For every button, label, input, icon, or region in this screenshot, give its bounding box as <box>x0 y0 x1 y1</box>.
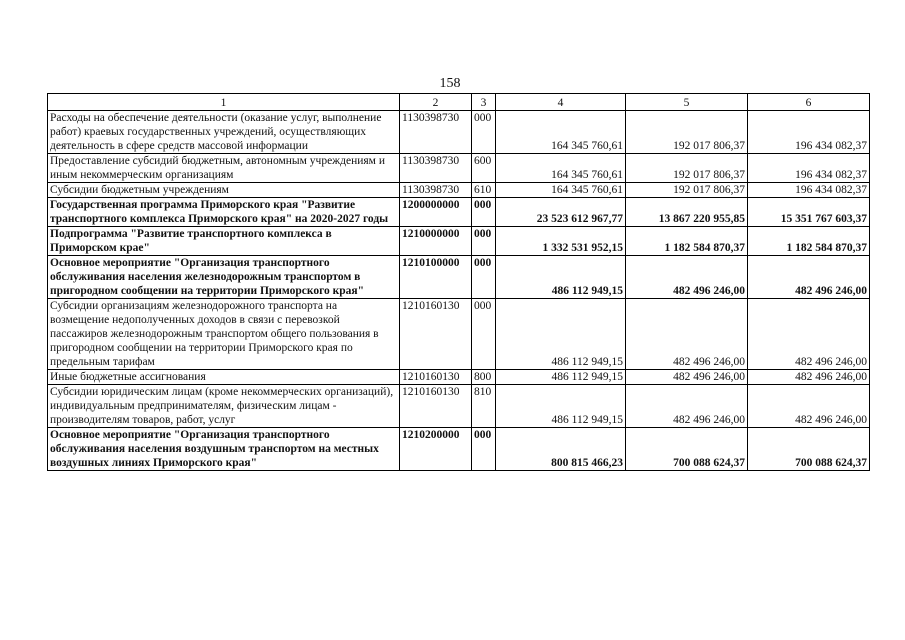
target-code-cell: 1210160130 <box>400 385 472 428</box>
header-cell: 3 <box>472 94 496 111</box>
amount-cell: 482 496 246,00 <box>748 385 870 428</box>
expense-name-cell: Основное мероприятие "Организация транспортного обслуживания населения воздушным транспортом на местных воздушных линиях Приморского края" <box>48 428 400 471</box>
amount-cell: 15 351 767 603,37 <box>748 198 870 227</box>
amount-cell: 700 088 624,37 <box>626 428 748 471</box>
amount-cell: 192 017 806,37 <box>626 111 748 154</box>
expense-name-cell: Подпрограмма "Развитие транспортного комплекса в Приморском крае" <box>48 227 400 256</box>
table-row <box>48 154 870 183</box>
amount-cell: 196 434 082,37 <box>748 111 870 154</box>
expense-type-cell: 000 <box>472 198 496 227</box>
amount-cell: 1 332 531 952,15 <box>496 227 626 256</box>
amount-cell: 700 088 624,37 <box>748 428 870 471</box>
amount-cell: 192 017 806,37 <box>626 183 748 198</box>
expense-type-cell: 000 <box>472 256 496 299</box>
header-cell: 4 <box>496 94 626 111</box>
table-row <box>48 428 870 471</box>
expense-type-cell: 800 <box>472 370 496 385</box>
amount-cell: 486 112 949,15 <box>496 370 626 385</box>
expense-type-cell: 000 <box>472 227 496 256</box>
expense-name-cell: Субсидии организациям железнодорожного транспорта на возмещение недополученных доходов в связи с перевозкой пассажиров железнодорожным транспортом общего пользования в пригородном сообщении на территории Приморского края по предельным тарифам <box>48 299 400 370</box>
table-row <box>48 385 870 428</box>
amount-cell: 196 434 082,37 <box>748 183 870 198</box>
target-code-cell: 1210160130 <box>400 370 472 385</box>
expense-name-cell: Субсидии бюджетным учреждениям <box>48 183 400 198</box>
target-code-cell: 1210100000 <box>400 256 472 299</box>
target-code-cell: 1210160130 <box>400 299 472 370</box>
amount-cell: 192 017 806,37 <box>626 154 748 183</box>
amount-cell: 482 496 246,00 <box>748 370 870 385</box>
amount-cell: 482 496 246,00 <box>626 370 748 385</box>
amount-cell: 482 496 246,00 <box>748 299 870 370</box>
expense-name-cell: Расходы на обеспечение деятельности (оказание услуг, выполнение работ) краевых государственных учреждений, осуществляющих деятельность в сфере средств массовой информации <box>48 111 400 154</box>
table-row <box>48 198 870 227</box>
expense-type-cell: 000 <box>472 428 496 471</box>
table-row <box>48 370 870 385</box>
amount-cell: 164 345 760,61 <box>496 111 626 154</box>
amount-cell: 1 182 584 870,37 <box>626 227 748 256</box>
table-row <box>48 183 870 198</box>
amount-cell: 486 112 949,15 <box>496 299 626 370</box>
expense-name-cell: Государственная программа Приморского края "Развитие транспортного комплекса Приморского края" на 2020-2027 годы <box>48 198 400 227</box>
table-row <box>48 111 870 154</box>
expense-name-cell: Субсидии юридическим лицам (кроме некоммерческих организаций), индивидуальным предпринимателям, физическим лицам - производителям товаров, работ, услуг <box>48 385 400 428</box>
amount-cell: 482 496 246,00 <box>748 256 870 299</box>
target-code-cell: 1210200000 <box>400 428 472 471</box>
target-code-cell: 1200000000 <box>400 198 472 227</box>
target-code-cell: 1210000000 <box>400 227 472 256</box>
header-cell: 1 <box>48 94 400 111</box>
page-number: 158 <box>439 76 461 91</box>
target-code-cell: 1130398730 <box>400 183 472 198</box>
header-cell: 5 <box>626 94 748 111</box>
amount-cell: 482 496 246,00 <box>626 299 748 370</box>
amount-cell: 482 496 246,00 <box>626 385 748 428</box>
table-row <box>48 227 870 256</box>
amount-cell: 486 112 949,15 <box>496 256 626 299</box>
expense-type-cell: 000 <box>472 299 496 370</box>
expense-type-cell: 610 <box>472 183 496 198</box>
header-cell: 2 <box>400 94 472 111</box>
amount-cell: 482 496 246,00 <box>626 256 748 299</box>
budget-table <box>47 93 870 471</box>
expense-name-cell: Основное мероприятие "Организация транспортного обслуживания населения железнодорожным транспортом в пригородном сообщении на территории Приморского края" <box>48 256 400 299</box>
amount-cell: 196 434 082,37 <box>748 154 870 183</box>
header-row <box>48 94 870 111</box>
target-code-cell: 1130398730 <box>400 111 472 154</box>
amount-cell: 23 523 612 967,77 <box>496 198 626 227</box>
expense-name-cell: Иные бюджетные ассигнования <box>48 370 400 385</box>
expense-name-cell: Предоставление субсидий бюджетным, автономным учреждениям и иным некоммерческим организациям <box>48 154 400 183</box>
expense-type-cell: 600 <box>472 154 496 183</box>
expense-type-cell: 000 <box>472 111 496 154</box>
expense-type-cell: 810 <box>472 385 496 428</box>
amount-cell: 486 112 949,15 <box>496 385 626 428</box>
target-code-cell: 1130398730 <box>400 154 472 183</box>
amount-cell: 164 345 760,61 <box>496 183 626 198</box>
table-row <box>48 299 870 370</box>
table-row <box>48 256 870 299</box>
amount-cell: 800 815 466,23 <box>496 428 626 471</box>
amount-cell: 164 345 760,61 <box>496 154 626 183</box>
amount-cell: 1 182 584 870,37 <box>748 227 870 256</box>
header-cell: 6 <box>748 94 870 111</box>
amount-cell: 13 867 220 955,85 <box>626 198 748 227</box>
